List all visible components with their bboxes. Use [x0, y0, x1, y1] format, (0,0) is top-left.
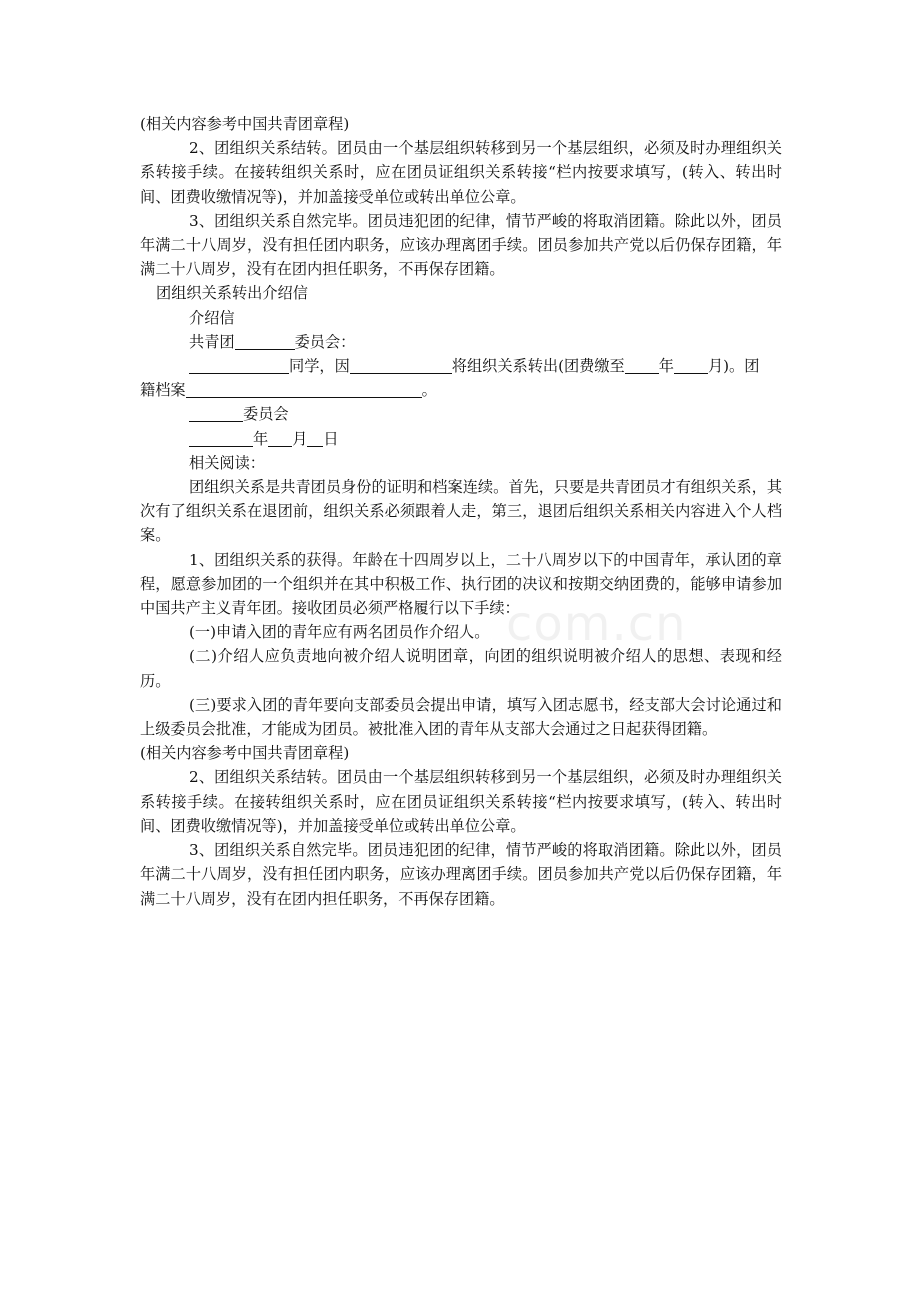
- paragraph-termination: 3、团组织关系自然完毕。团员违犯团的纪律，情节严峻的将取消团籍。除此以外，团员年满二十八周岁，没有担任团内职务，应该办理离团手续。团员参加共产党以后仍保存团籍，年满二十八周岁，没有在团内担任职务，不再保存团籍。: [140, 211, 782, 279]
- letter-body: [140, 354, 782, 378]
- procedure-item-2: (二)介绍人应负责地向被介绍人说明团章，向团的组织说明被介绍人的思想、表现和经历。: [140, 647, 782, 690]
- letter-body-text-2: 将组织关系转出(团费缴至: [451, 357, 625, 376]
- signature-committee-label: 委员会: [243, 405, 289, 424]
- paragraph-transfer: 2、团组织关系结转。团员由一个基层组织转移到另一个基层组织，必须及时办理组织关系转接手续。在接转组织关系时，应在团员证组织关系转接“栏内按要求填写，(转入、转出时间、团费收缴情况等)，并加盖接受单位或转出单位公章。: [140, 139, 782, 206]
- letter-title: 介绍信: [189, 308, 235, 327]
- procedure-item-1: (一)申请入团的青年应有两名团员作介绍人。: [189, 623, 490, 642]
- date-month-blank[interactable]: [268, 430, 292, 447]
- date-year-label: 年: [253, 429, 269, 448]
- archive-period: 。: [421, 381, 437, 400]
- paragraph-definition: 团组织关系是共青团员身份的证明和档案连续。首先，只要是共青团员才有组织关系，其次有了组织关系在退团前，组织关系必须跟着人走，第三，退团后组织关系相关内容进入个人档案。: [140, 478, 782, 545]
- paragraph-acquisition: 1、团组织关系的获得。年龄在十四周岁以上，二十八周岁以下的中国青年，承认团的章程，愿意参加团的一个组织并在其中积极工作、执行团的决议和按期交纳团费的，能够申请参加中国共产主义青年团。接收团员必须严格履行以下手续：: [140, 550, 782, 618]
- letter-body-text-3: 月)。团: [707, 357, 760, 376]
- letter-date: [140, 427, 782, 451]
- paragraph-transfer-2: 2、团组织关系结转。团员由一个基层组织转移到另一个基层组织，必须及时办理组织关系转接手续。在接转组织关系时，应在团员证组织关系转接“栏内按要求填写，(转入、转出时间、团费收缴情况等)，并加盖接受单位或转出单位公章。: [140, 768, 782, 835]
- letter-addressee: [140, 330, 782, 354]
- introduction-letter: [140, 306, 782, 451]
- addressee-prefix: 共青团: [189, 332, 235, 351]
- procedure-item-3: (三)要求入团的青年要向支部委员会提出申请，填写入团志愿书，经支部大会讨论通过和上级委员会批准，才能成为团员。被批准入团的青年从支部大会通过之日起获得团籍。: [140, 695, 782, 739]
- date-day-blank[interactable]: [307, 430, 323, 447]
- paragraph-termination-2: 3、团组织关系自然完毕。团员违犯团的纪律，情节严峻的将取消团籍。除此以外，团员年满二十八周岁，没有担任团内职务，应该办理离团手续。团员参加共产党以后仍保存团籍，年满二十八周岁，没有在团内担任职务，不再保存团籍。: [140, 841, 782, 908]
- document-page: [140, 112, 782, 911]
- student-name-blank[interactable]: [189, 357, 289, 374]
- archive-blank[interactable]: [186, 381, 422, 398]
- reference-note: (相关内容参考中国共青团章程): [140, 115, 350, 133]
- reason-blank[interactable]: [350, 357, 452, 374]
- date-month-label: 月: [292, 429, 308, 448]
- related-reading-label: 相关阅读：: [189, 453, 265, 472]
- fee-month-blank[interactable]: [674, 357, 708, 374]
- letter-body-continued: [140, 378, 782, 402]
- signature-committee-blank[interactable]: [189, 405, 243, 422]
- letter-body-year: 年: [658, 357, 674, 376]
- letter-signature: [140, 402, 782, 426]
- reference-note-2: (相关内容参考中国共青团章程): [140, 744, 350, 763]
- date-day-label: 日: [323, 429, 339, 448]
- addressee-suffix: 委员会：: [294, 332, 356, 351]
- archive-label: 籍档案: [140, 381, 186, 400]
- fee-year-blank[interactable]: [625, 357, 659, 374]
- letter-heading: 团组织关系转出介绍信: [156, 284, 308, 303]
- letter-body-text-1: 同学，因: [289, 357, 350, 376]
- watermark-text: com.cn: [506, 596, 687, 652]
- date-year-blank[interactable]: [189, 430, 253, 447]
- committee-name-blank[interactable]: [235, 333, 295, 350]
